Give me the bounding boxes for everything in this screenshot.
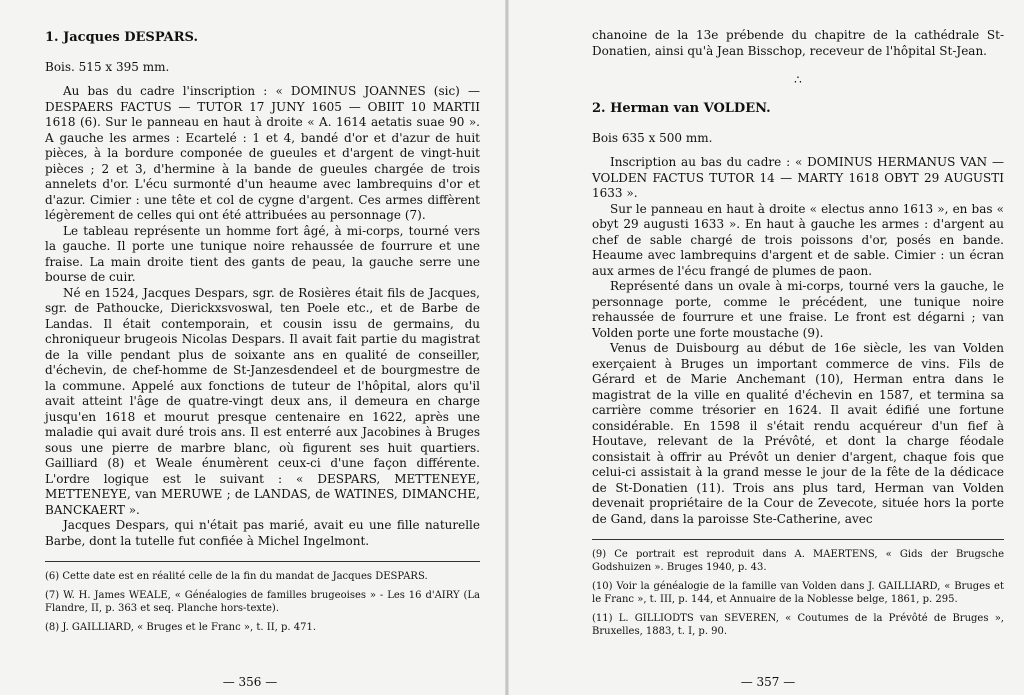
footnote: (6) Cette date est en réalité celle de la fin du mandat de Jacques DESPARS. [45, 571, 428, 582]
dimensions: Bois. 515 x 395 mm. [45, 60, 170, 74]
right-page [512, 0, 1024, 695]
footnote-rule [45, 561, 480, 562]
section-title: 1. Jacques DESPARS. [45, 30, 198, 45]
paragraph: Né en 1524, Jacques Despars, sgr. de Rosières était fils de Jacques, sgr. de Pathoucke, Dierickxsvoswal, ten Poele etc., et de Barbe de Landas. Il était contemporain, et cousin issu de germains, du chroniqueur brugeois Nicolas Despars. Il avait fait partie du magistrat de la ville pendant plus de soixante ans en qualité de conseiller, d'échevin, de chef-homme de St-Janzesdendeel et de bourgmestre de la commune. Appelé aux fonctions de tuteur de l'hôpital, alors qu'il avait atteint l'âge de quatre-vingt deux ans, il demeura en charge jusqu'en 1618 et mourut presque centenaire en 1622, après une maladie qui avait duré trois ans. Il est enterré aux Jacobines à Bruges sous une pierre de marbre blanc, où figurent ses huit quartiers. Gailliard (8) et Weale énumèrent ceux-ci d'une façon différente. L'ordre logique est le suivant : « DESPARS, METTENEYE, METTENEYE, van MERUWE ; de LANDAS, de WATINES, DIMANCHE, BANCKAERT ». [45, 285, 480, 517]
continued-paragraph: chanoine de la 13e prébende du chapitre de la cathédrale St-Donatien, ainsi qu'à Jean Bisschop, receveur de l'hôpital St-Jean. [592, 28, 1004, 58]
paragraph: Le tableau représente un homme fort âgé, à mi-corps, tourné vers la gauche. Il porte une tunique noire rehaussée de fourrure et une fraise. La main droite tient des gants de peau, la gauche serre une bourse de cuir. [45, 223, 480, 284]
footnote: (9) Ce portrait est reproduit dans A. MAERTENS, « Gids der Brugsche Godshuizen ». Bruges 1940, p. 43. [592, 549, 1004, 573]
section-title: 2. Herman van VOLDEN. [592, 101, 771, 116]
footnote: (10) Voir la généalogie de la famille van Volden dans J. GAILLIARD, « Bruges et le Franc », t. III, p. 144, et Annuaire de la Noblesse belge, 1861, p. 295. [592, 581, 1004, 605]
page-number: — 357 — [740, 675, 796, 689]
paragraph: Représenté dans un ovale à mi-corps, tourné vers la gauche, le personnage porte, comme le précédent, une tunique noire rehaussée de fourrure et une fraise. Le front est dégarni ; van Volden porte une forte moustache (9). [592, 279, 1004, 340]
paragraph: Venus de Duisbourg au début de 16e siècle, les van Volden exerçaient à Bruges un important commerce de vins. Fils de Gérard et de Marie Anchemant (10), Herman entra dans le magistrat de la ville en qualité d'échevin en 1587, et termina sa carrière comme trésorier en 1624. Il avait édifié une fortune considérable. En 1598 il s'était rendu acquéreur d'un fief à Houtave, relevant de la Prévôté, et dont la charge féodale consistait à offrir au Prévôt un denier d'argent, chaque fois que celui-ci assistait à la grand messe le jour de la fête de la dédicace de St-Donatien (11). Trois ans plus tard, Herman van Volden devenait propriétaire de la Cour de Zevecote, située hors la porte de Gand, dans la paroisse Ste-Catherine, avec [592, 341, 1004, 526]
footnote: (7) W. H. James WEALE, « Généalogies de familles brugeoises » - Les 16 d'AIRY (La Flandre, II, p. 363 et seq. Planche hors-texte). [45, 590, 480, 614]
book-gutter [505, 0, 509, 695]
paragraph: Inscription au bas du cadre : « DOMINUS HERMANUS VAN — VOLDEN FACTUS TUTOR 14 — MARTY 1618 OBYT 29 AUGUSTI 1633 ». [592, 155, 1004, 200]
page-number: — 356 — [222, 675, 278, 689]
dimensions: Bois 635 x 500 mm. [592, 131, 713, 145]
footnote: (11) L. GILLIODTS van SEVEREN, « Coutumes de la Prévôté de Bruges », Bruxelles, 1883, t. I, p. 90. [592, 613, 1004, 637]
section-separator: ∴ [794, 73, 802, 87]
footnote: (8) J. GAILLIARD, « Bruges et le Franc », t. II, p. 471. [45, 622, 317, 633]
paragraph: Sur le panneau en haut à droite « electus anno 1613 », en bas « obyt 29 augusti 1633 ». En haut à gauche les armes : d'argent au chef de sable chargé de trois poissons d'or, posés en bande. Heaume avec lambrequins d'argent et de sable. Cimier : un écran aux armes de l'écu frangé de plumes de paon. [592, 201, 1004, 278]
footnote-rule [592, 539, 1004, 540]
left-page [0, 0, 500, 695]
paragraph: Jacques Despars, qui n'était pas marié, avait eu une fille naturelle Barbe, dont la tutelle fut confiée à Michel Ingelmont. [45, 518, 480, 548]
paragraph: Au bas du cadre l'inscription : « DOMINUS JOANNES (sic) — DESPAERS FACTUS — TUTOR 17 JUNY 1605 — OBIIT 10 MARTII 1618 (6). Sur le panneau en haut à droite « A. 1614 aetatis suae 90 ». A gauche les armes : Ecartelé : 1 et 4, bandé d'or et d'azur de huit pièces, à la bordure componée de gueules et d'argent de vingt-huit pièces ; 2 et 3, d'hermine à la bande de gueules chargée de trois annelets d'or. L'écu surmonté d'un heaume avec lambrequins d'or et d'azur. Cimier : une tête et col de cygne d'argent. Ces armes diffèrent légèrement de celles qui ont été attribuées au personnage (7). [45, 84, 480, 222]
